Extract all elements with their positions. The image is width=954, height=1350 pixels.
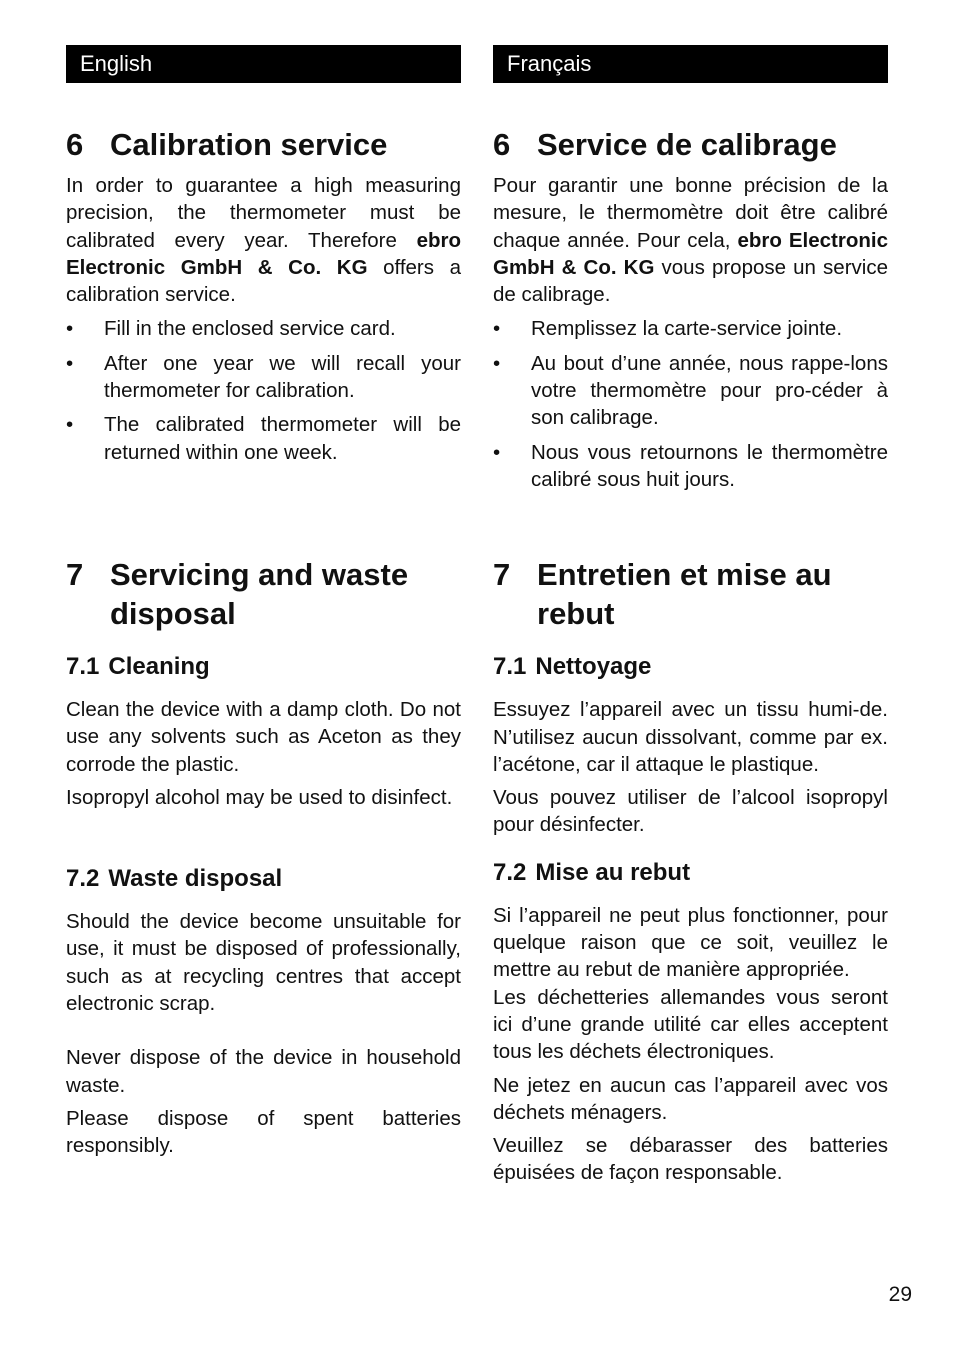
subsection-title: Cleaning	[108, 652, 210, 680]
subsection-7-2-heading	[493, 858, 888, 888]
intro-text: Pour garantir une bonne précision de la mesure, le thermomètre doit être calibré chaque année. Pour cela,	[493, 174, 888, 252]
french-column	[493, 45, 888, 1187]
intro-text-end: offers a calibration service.	[66, 255, 461, 307]
subsection-number: 7.1	[493, 653, 527, 681]
calibration-steps-list	[66, 315, 461, 465]
paragraph: Isopropyl alcohol may be used to disinfect.	[66, 785, 453, 809]
language-label-french: Français	[493, 45, 888, 83]
bullet: •	[493, 440, 501, 464]
section-number: 7	[493, 557, 511, 593]
list-item	[66, 350, 461, 405]
section-6-heading	[66, 125, 461, 164]
paragraph: Never dispose of the device in household waste.	[66, 1046, 461, 1097]
intro-text-end: vous propose un service de calibrage.	[493, 255, 888, 307]
list-item-text: Remplissez la carte-service jointe.	[531, 317, 843, 341]
section-6-heading	[493, 125, 888, 164]
subsection-number: 7.1	[66, 652, 100, 680]
list-item	[66, 411, 461, 466]
list-item-text: The calibrated thermometer will be returned within one week.	[104, 413, 461, 464]
company-name: ebro Electronic GmbH & Co. KG	[66, 228, 461, 279]
paragraph: Veuillez se débarasser des batteries épuisées de façon responsable.	[493, 1134, 888, 1185]
paragraph: Ne jetez en aucun cas l’appareil avec vos déchets ménagers.	[493, 1073, 888, 1124]
paragraph: Should the device become unsuitable for use, it must be disposed of professionally, such as at recycling centres that accept electronic scrap.	[66, 910, 461, 1016]
list-item-text: After one year we will recall your thermometer for calibration.	[104, 351, 461, 403]
paragraph: Please dispose of spent batteries responsibly.	[66, 1106, 461, 1158]
section-7-heading	[493, 555, 888, 633]
bullet: •	[66, 317, 74, 341]
calibration-intro	[493, 172, 888, 308]
list-item-text: Fill in the enclosed service card.	[104, 317, 396, 341]
paragraph: Essuyez l’appareil avec un tissu humi-de. N’utilisez aucun dissolvant, comme par ex. l’acétone, car il attaque le plastique.	[493, 698, 888, 776]
list-item	[493, 439, 888, 494]
bullet: •	[493, 351, 501, 375]
paragraph: Les déchetteries allemandes vous seront ici d’une grande utilité car elles acceptent tous les déchets électroniques.	[493, 985, 888, 1064]
calibration-steps-list	[493, 315, 888, 493]
bullet: •	[66, 351, 74, 375]
subsection-7-2-heading	[66, 864, 461, 894]
bullet: •	[66, 413, 74, 437]
section-title: Service de calibrage	[537, 127, 837, 162]
subsection-number: 7.2	[66, 865, 100, 893]
bullet: •	[493, 317, 501, 341]
intro-text: In order to guarantee a high measuring precision, the thermometer must be calibrated every year. Therefore	[66, 174, 461, 252]
page-number: 29	[888, 1283, 912, 1306]
list-item	[493, 350, 888, 432]
language-label-english: English	[66, 45, 461, 83]
section-title: Entretien et mise au rebut	[537, 557, 832, 632]
paragraph: Clean the device with a damp cloth. Do not use any solvents such as Aceton as they corrode the plastic.	[66, 697, 461, 776]
list-item	[493, 315, 888, 342]
list-item-text: Au bout d’une année, nous rappe-lons votre thermomètre pour pro-céder à son calibrage.	[531, 351, 888, 430]
list-item	[66, 315, 461, 342]
section-title: Calibration service	[110, 127, 388, 162]
subsection-title: Mise au rebut	[535, 858, 691, 886]
subsection-title: Nettoyage	[535, 653, 652, 681]
section-number: 7	[66, 556, 84, 592]
section-title: Servicing and waste disposal	[110, 556, 409, 631]
subsection-7-1-heading	[66, 652, 461, 682]
subsection-number: 7.2	[493, 858, 527, 886]
subsection-title: Waste disposal	[108, 865, 283, 893]
english-column	[66, 45, 461, 1160]
section-number: 6	[493, 127, 511, 162]
calibration-intro	[66, 172, 461, 308]
subsection-7-1-heading	[493, 652, 888, 682]
paragraph: Si l’appareil ne peut plus fonctionner, pour quelque raison que ce soit, veuillez le mettre au rebut de manière appropriée.	[493, 903, 888, 982]
section-7-heading	[66, 555, 461, 633]
paragraph: Vous pouvez utiliser de l’alcool isopropyl pour désinfecter.	[493, 786, 888, 837]
section-number: 6	[66, 127, 84, 162]
list-item-text: Nous vous retournons le thermomètre calibré sous huit jours.	[531, 440, 888, 491]
company-name: ebro Electronic GmbH & Co. KG	[493, 228, 888, 279]
